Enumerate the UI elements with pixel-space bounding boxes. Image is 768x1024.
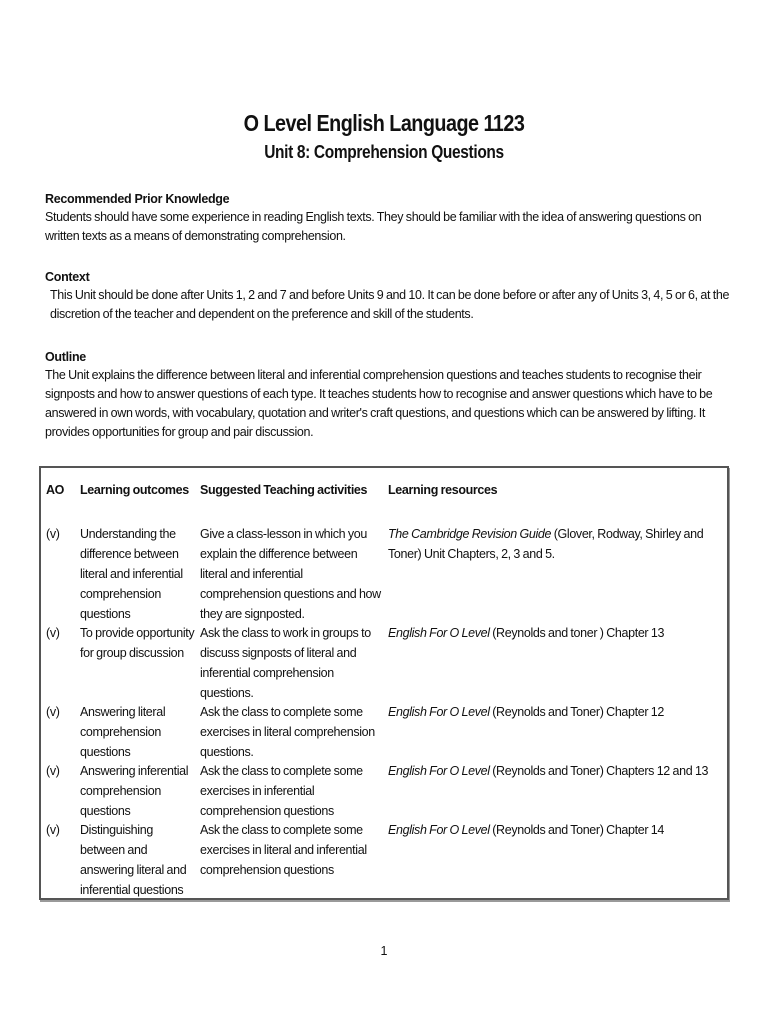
outline-section — [45, 348, 735, 442]
row-2-resource-detail: (Reynolds and toner ) Chapter 13 — [489, 626, 665, 640]
row-1-resource-detail: (Glover, Rodway, Shirley and Toner) Unit Chapters, 2, 3 and 5. — [388, 527, 704, 561]
row-1-ao: (v) — [46, 527, 60, 541]
row-3-ao: (v) — [46, 705, 60, 719]
row-1-outcome: Understanding the difference between literal and inferential comprehension questions — [80, 527, 183, 621]
row-3-resource — [388, 702, 718, 722]
row-5-resource — [388, 820, 718, 840]
row-4-resource-detail: (Reynolds and Toner) Chapters 12 and 13 — [489, 764, 709, 778]
header-learning-outcomes: Learning outcomes — [80, 483, 189, 497]
row-4-outcome: Answering inferential comprehension questions — [80, 764, 189, 818]
header-learning-resources: Learning resources — [388, 483, 498, 497]
context-body: This Unit should be done after Units 1, 2 and 7 and before Units 9 and 10. It can be done before or after any of Units 3, 4, 5 or 6, at the discretion of the teacher and dependent on the preference and skill of the students. — [50, 288, 730, 321]
row-4-activity: Ask the class to complete some exercises in inferential comprehension questions — [200, 764, 363, 818]
page-number: 1 — [380, 944, 388, 958]
row-5-resource-detail: (Reynolds and Toner) Chapter 14 — [489, 823, 664, 837]
row-1-resource — [388, 524, 718, 564]
row-2-ao: (v) — [46, 626, 60, 640]
context-heading: Context — [45, 270, 90, 284]
row-4-resource-title: English For O Level — [388, 764, 490, 778]
header-teaching-activities: Suggested Teaching activities — [200, 483, 368, 497]
row-3-resource-title: English For O Level — [388, 705, 490, 719]
row-1-resource-title: The Cambridge Revision Guide — [388, 527, 552, 541]
prior-knowledge-body: Students should have some experience in reading English texts. They should be familiar with the idea of answering questions on written texts as a means of demonstrating comprehension. — [45, 210, 702, 243]
row-3-outcome: Answering literal comprehension questions — [80, 705, 166, 759]
row-3-activity: Ask the class to complete some exercises in literal comprehension questions. — [200, 705, 375, 759]
prior-knowledge-section — [45, 190, 735, 246]
row-4-ao: (v) — [46, 764, 60, 778]
prior-knowledge-heading: Recommended Prior Knowledge — [45, 192, 230, 206]
row-4-resource — [388, 761, 718, 781]
row-2-resource — [388, 623, 718, 643]
outline-body: The Unit explains the difference between literal and inferential comprehension questions and teaches students to recognise their signposts and how to answer questions of each type. It teaches students how to recognise and answer questions which have to be answered in own words, with vocabulary, quotation and writer's craft questions, and questions which can be answered by lifting. It provides opportunities for group and pair discussion. — [45, 368, 713, 439]
outline-heading: Outline — [45, 350, 86, 364]
document-title: O Level English Language 1123 — [243, 110, 525, 136]
context-section — [45, 268, 735, 324]
row-2-resource-title: English For O Level — [388, 626, 490, 640]
document-subtitle: Unit 8: Comprehension Questions — [264, 142, 504, 162]
row-3-resource-detail: (Reynolds and Toner) Chapter 12 — [489, 705, 664, 719]
row-5-resource-title: English For O Level — [388, 823, 490, 837]
row-2-activity: Ask the class to work in groups to discuss signposts of literal and inferential comprehension questions. — [200, 626, 371, 700]
row-1-activity: Give a class-lesson in which you explain the difference between literal and inferential comprehension questions and how they are signposted. — [200, 527, 381, 621]
row-5-ao: (v) — [46, 823, 60, 837]
row-2-outcome: To provide opportunity for group discussion — [80, 626, 195, 660]
learning-table — [39, 466, 729, 900]
row-5-outcome: Distinguishing between and answering literal and inferential questions — [80, 823, 187, 897]
header-ao: AO — [46, 483, 65, 497]
row-5-activity: Ask the class to complete some exercises in literal and inferential comprehension questions — [200, 823, 367, 877]
